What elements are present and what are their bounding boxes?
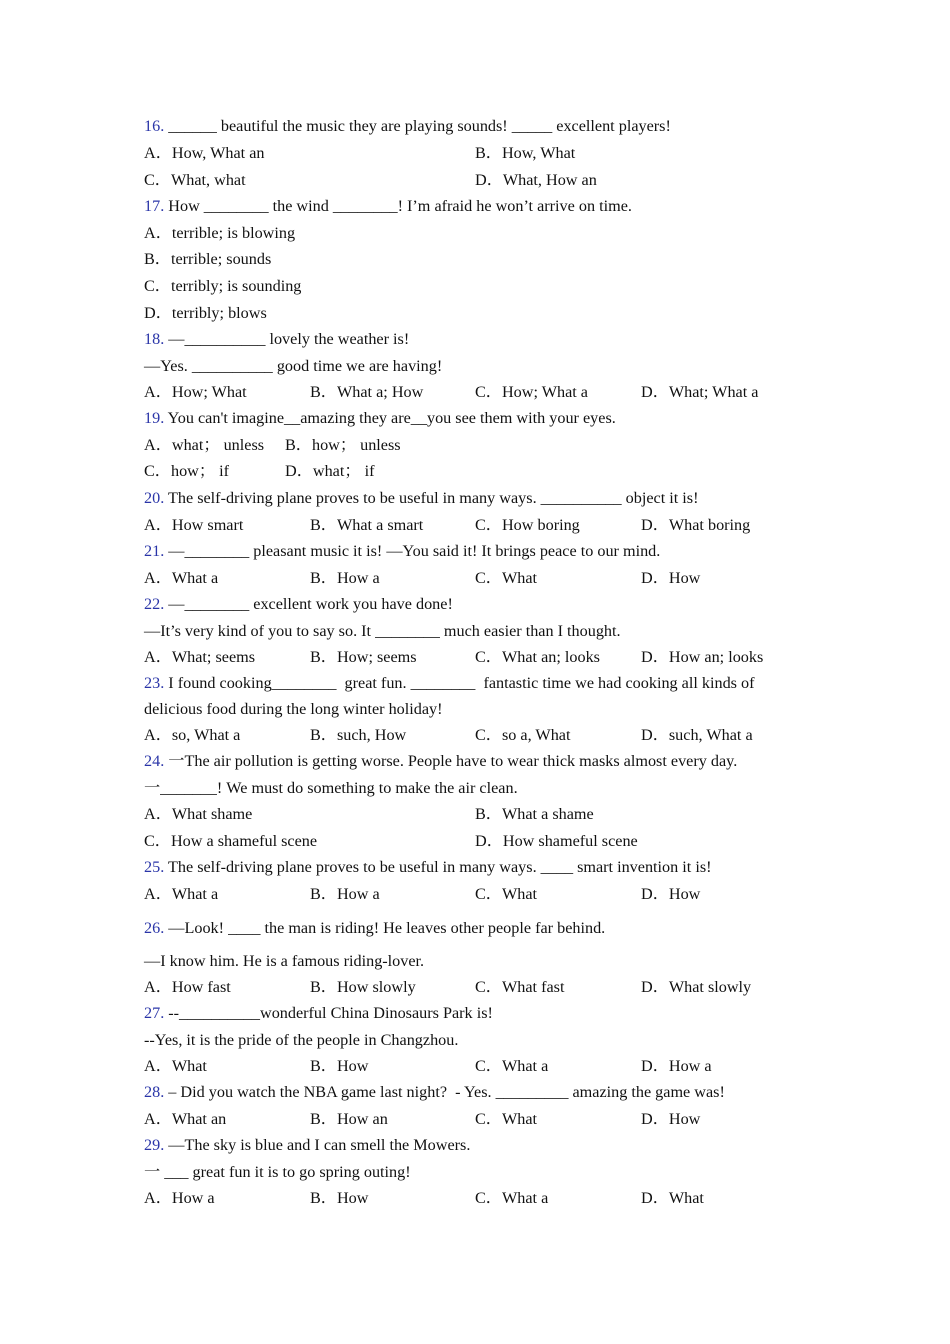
answer-option: B．What a; How: [310, 383, 424, 401]
answer-option: A．What shame: [144, 805, 253, 823]
answer-option: A．What a: [144, 569, 219, 587]
question-text: —Yes. __________ good time we are having!: [144, 357, 443, 375]
question-stem-line: [144, 356, 442, 376]
question-text: How ________ the wind ________! I’m afraid he won’t arrive on time.: [164, 197, 632, 215]
answer-option: C．What: [475, 885, 538, 903]
answer-option: D．How: [641, 1110, 701, 1128]
answer-option: C．What: [475, 569, 538, 587]
answer-option: B．terrible; sounds: [144, 250, 272, 268]
answer-option: D．How an; looks: [641, 648, 764, 666]
answer-option: B．how； unless: [285, 436, 401, 454]
answer-option: A．How smart: [144, 516, 244, 534]
question-number: 23.: [144, 674, 165, 692]
question-text: I found cooking________ great fun. ________ fantastic time we had cooking all kinds of: [164, 674, 755, 692]
question-text: ______ beautiful the music they are playing sounds! _____ excellent players!: [164, 117, 671, 135]
answer-option: D．What: [641, 1189, 704, 1207]
answer-option: B．such, How: [310, 726, 407, 744]
question-number: 21.: [144, 542, 165, 560]
question-number: 28.: [144, 1083, 165, 1101]
question-text: 一_______! We must do something to make the air clean.: [144, 779, 518, 797]
answer-option: B．How a: [310, 885, 380, 903]
answer-option: A．What; seems: [144, 648, 256, 666]
question-text: —Look! ____ the man is riding! He leaves other people far behind.: [164, 919, 606, 937]
question-text: 一The air pollution is getting worse. People have to wear thick masks almost every day.: [164, 752, 738, 770]
answer-option: B．How: [310, 1057, 369, 1075]
question-number: 18.: [144, 330, 165, 348]
answer-option: A．What an: [144, 1110, 227, 1128]
question-stem-line: [144, 541, 660, 561]
answer-option: B．How slowly: [310, 978, 416, 996]
question-text: —The sky is blue and I can smell the Mowers.: [164, 1136, 471, 1154]
answer-option: C．terribly; is sounding: [144, 277, 302, 295]
answer-option: C．What: [475, 1110, 538, 1128]
answer-option: A．How a: [144, 1189, 215, 1207]
question-stem-line: [144, 699, 443, 719]
question-number: 19.: [144, 409, 165, 427]
answer-option: C．how； if: [144, 462, 229, 480]
question-stem-line: [144, 951, 424, 971]
answer-option: B．How an: [310, 1110, 388, 1128]
answer-option: C．so a, What: [475, 726, 571, 744]
answer-option: C．What, what: [144, 171, 246, 189]
question-stem-line: [144, 1135, 470, 1155]
question-text: --__________wonderful China Dinosaurs Park is!: [164, 1004, 493, 1022]
question-stem-line: [144, 621, 621, 641]
question-text: delicious food during the long winter holiday!: [144, 700, 443, 718]
question-stem-line: [144, 408, 616, 428]
answer-option: B．How, What: [475, 144, 576, 162]
question-number: 27.: [144, 1004, 165, 1022]
question-text: 一 ___ great fun it is to go spring outing!: [144, 1163, 411, 1181]
answer-option: B．What a smart: [310, 516, 424, 534]
question-stem-line: [144, 1082, 725, 1102]
question-text: The self-driving plane proves to be useful in many ways. ____ smart invention it is!: [164, 858, 712, 876]
question-stem-line: [144, 329, 409, 349]
answer-option: D．How: [641, 885, 701, 903]
question-number: 29.: [144, 1136, 165, 1154]
answer-option: A．How fast: [144, 978, 231, 996]
answer-option: D．How shameful scene: [475, 832, 638, 850]
answer-option: B．How: [310, 1189, 369, 1207]
answer-option: B．What a shame: [475, 805, 594, 823]
answer-option: C．How; What a: [475, 383, 588, 401]
question-text: —It’s very kind of you to say so. It ________ much easier than I thought.: [144, 622, 621, 640]
answer-option: C．What an; looks: [475, 648, 600, 666]
question-text: – Did you watch the NBA game last night? - Yes. _________ amazing the game was!: [164, 1083, 725, 1101]
answer-option: C．How boring: [475, 516, 580, 534]
question-stem-line: [144, 1003, 493, 1023]
question-stem-line: [144, 196, 632, 216]
answer-option: B．How; seems: [310, 648, 417, 666]
answer-option: D．what； if: [285, 462, 375, 480]
question-text: —________ pleasant music it is! —You said it! It brings peace to our mind.: [164, 542, 661, 560]
question-number: 22.: [144, 595, 165, 613]
answer-option: D．such, What a: [641, 726, 753, 744]
answer-option: A．How, What an: [144, 144, 265, 162]
question-stem-line: [144, 778, 518, 798]
answer-option: A．terrible; is blowing: [144, 224, 296, 242]
answer-option: A．what； unless: [144, 436, 265, 454]
answer-option: D．What; What a: [641, 383, 759, 401]
question-number: 26.: [144, 919, 165, 937]
answer-option: D．What, How an: [475, 171, 597, 189]
answer-option: A．What a: [144, 885, 219, 903]
answer-option: D．How: [641, 569, 701, 587]
question-text: —I know him. He is a famous riding-lover.: [144, 952, 425, 970]
answer-option: D．What slowly: [641, 978, 752, 996]
answer-option: D．How a: [641, 1057, 712, 1075]
question-number: 17.: [144, 197, 165, 215]
question-stem-line: [144, 488, 698, 508]
answer-option: A．What: [144, 1057, 207, 1075]
question-stem-line: [144, 1030, 458, 1050]
answer-option: A．so, What a: [144, 726, 241, 744]
question-text: --Yes, it is the pride of the people in Changzhou.: [144, 1031, 459, 1049]
question-stem-line: [144, 116, 671, 136]
question-stem-line: [144, 594, 453, 614]
answer-option: C．What a: [475, 1189, 549, 1207]
question-text: The self-driving plane proves to be useful in many ways. __________ object it is!: [164, 489, 699, 507]
question-stem-line: [144, 673, 755, 693]
question-text: You can't imagine__amazing they are__you see them with your eyes.: [164, 409, 616, 427]
answer-option: B．How a: [310, 569, 380, 587]
question-number: 25.: [144, 858, 165, 876]
question-stem-line: [144, 1162, 411, 1182]
answer-option: D．What boring: [641, 516, 751, 534]
answer-option: C．What a: [475, 1057, 549, 1075]
question-text: —__________ lovely the weather is!: [164, 330, 410, 348]
question-stem-line: [144, 918, 605, 938]
answer-option: A．How; What: [144, 383, 247, 401]
question-stem-line: [144, 857, 712, 877]
question-stem-line: [144, 751, 737, 771]
answer-option: C．What fast: [475, 978, 565, 996]
question-number: 16.: [144, 117, 165, 135]
question-number: 20.: [144, 489, 165, 507]
question-text: —________ excellent work you have done!: [164, 595, 453, 613]
answer-option: D．terribly; blows: [144, 304, 267, 322]
question-number: 24.: [144, 752, 165, 770]
answer-option: C．How a shameful scene: [144, 832, 318, 850]
